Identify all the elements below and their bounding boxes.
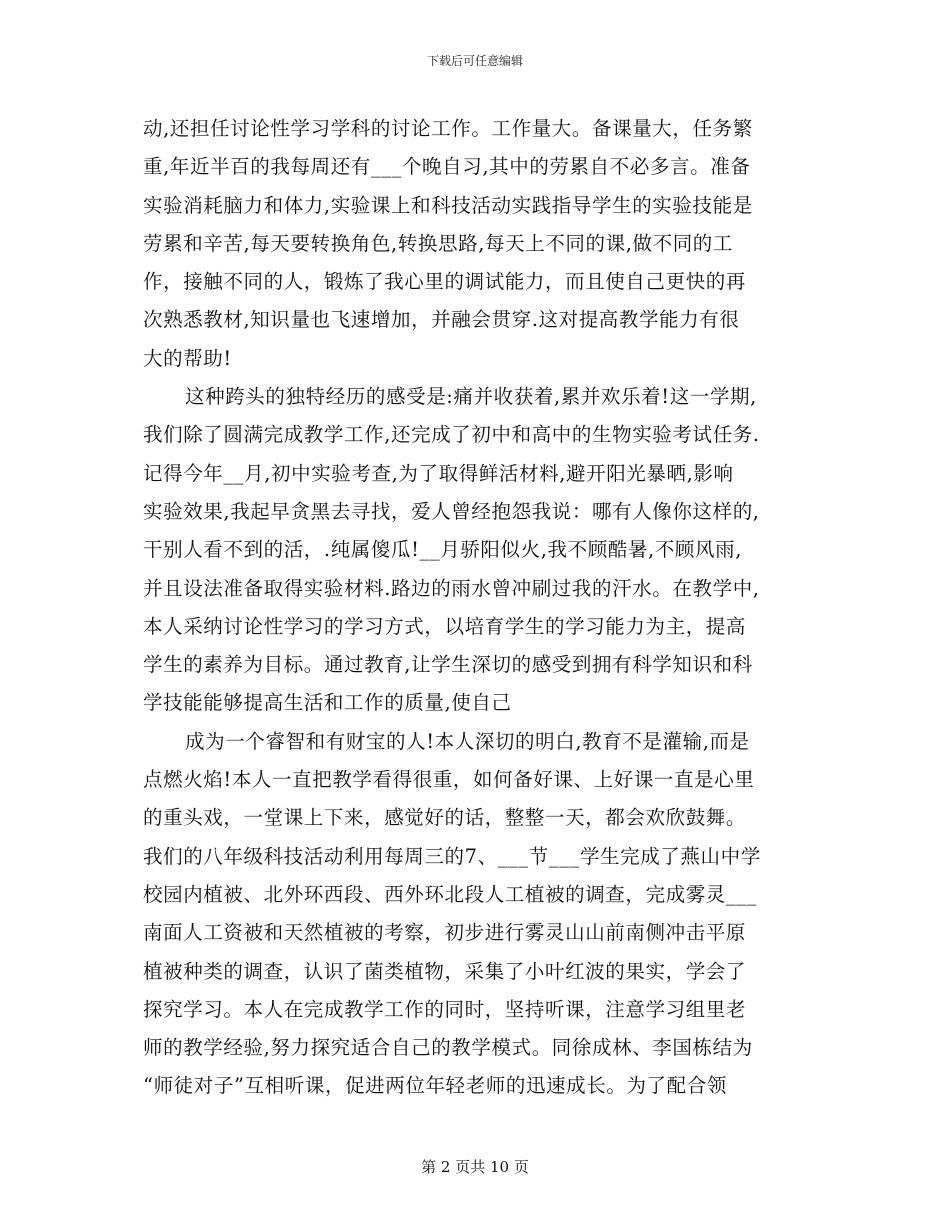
page-header: 下载后可任意编辑 — [426, 54, 523, 68]
text-line: 实验消耗脑力和体力,实验课上和科技活动实践指导学生的实验技能是 — [143, 193, 753, 217]
text-line: 记得今年__月,初中实验考查,为了取得鲜活材料,避开阳光暴晒,影响 — [143, 461, 734, 485]
text-line: 本人采纳讨论性学习的学习方式，以培育学生的学习能力为主，提高 — [143, 614, 747, 638]
text-line: “师徒对子”互相听课，促进两位年轻老师的迅速成长。为了配合领 — [143, 1074, 727, 1098]
text-line: 成为一个睿智和有财宝的人!本人深切的明白,教育不是灌输,而是 — [185, 729, 750, 753]
text-line: 学技能能够提高生活和工作的质量,使自己 — [143, 691, 512, 715]
text-line: 这种跨头的独特经历的感受是:痛并收获着,累并欢乐着!这一学期, — [185, 385, 757, 409]
text-line: 重,年近半百的我每周还有___个晚自习,其中的劳累自不必多言。准备 — [143, 155, 751, 179]
text-line: 我们的八年级科技活动利用每周三的7、___节___学生完成了燕山中学 — [143, 844, 761, 868]
text-line: 作，接触不同的人，锻炼了我心里的调试能力，而且使自己更快的再 — [143, 270, 747, 294]
text-line: 南面人工资被和天然植被的考察，初步进行雾灵山山前南侧冲击平原 — [143, 921, 747, 945]
text-line: 学生的素养为目标。通过教育,让学生深切的感受到拥有科学知识和科 — [143, 653, 753, 677]
text-line: 点燃火焰!本人一直把教学看得很重，如何备好课、上好课一直是心里 — [143, 768, 755, 792]
text-line: 大的帮助! — [143, 346, 232, 370]
text-line: 探究学习。本人在完成教学工作的同时，坚持听课，注意学习组里老 — [143, 997, 747, 1021]
text-line: 植被种类的调查，认识了菌类植物，采集了小叶红波的果实，学会了 — [143, 959, 747, 983]
page-number: 第 2 页共 10 页 — [421, 1158, 529, 1176]
text-line: 并且设法准备取得实验材料.路边的雨水曾冲刷过我的汗水。在教学中, — [143, 576, 760, 600]
text-line: 次熟悉教材,知识量也飞速增加，并融会贯穿.这对提高教学能力有很 — [143, 308, 740, 332]
text-line: 我们除了圆满完成教学工作,还完成了初中和高中的生物实验考试任务. — [143, 423, 760, 447]
text-line: 干别人看不到的活，.纯属傻瓜!__月骄阳似火,我不顾酷暑,不顾风雨, — [143, 538, 743, 562]
document-body — [143, 110, 813, 1106]
text-line: 动,还担任讨论性学习学科的讨论工作。工作量大。备课量大，任务繁 — [143, 117, 753, 140]
text-line: 校园内植被、北外环西段、西外环北段人工植被的调查，完成雾灵___ — [143, 882, 757, 906]
text-line: 劳累和辛苦,每天要转换角色,转换思路,每天上不同的课,做不同的工 — [143, 231, 733, 255]
text-line: 师的教学经验,努力探究适合自己的教学模式。同徐成林、李国栋结为 — [143, 1036, 753, 1060]
text-line: 实验效果,我起早贪黑去寻找，爱人曾经抱怨我说：哪有人像你这样的, — [143, 499, 760, 523]
text-line: 的重头戏，一堂课上下来，感觉好的话，整整一天，都会欢欣鼓舞。 — [143, 806, 747, 830]
